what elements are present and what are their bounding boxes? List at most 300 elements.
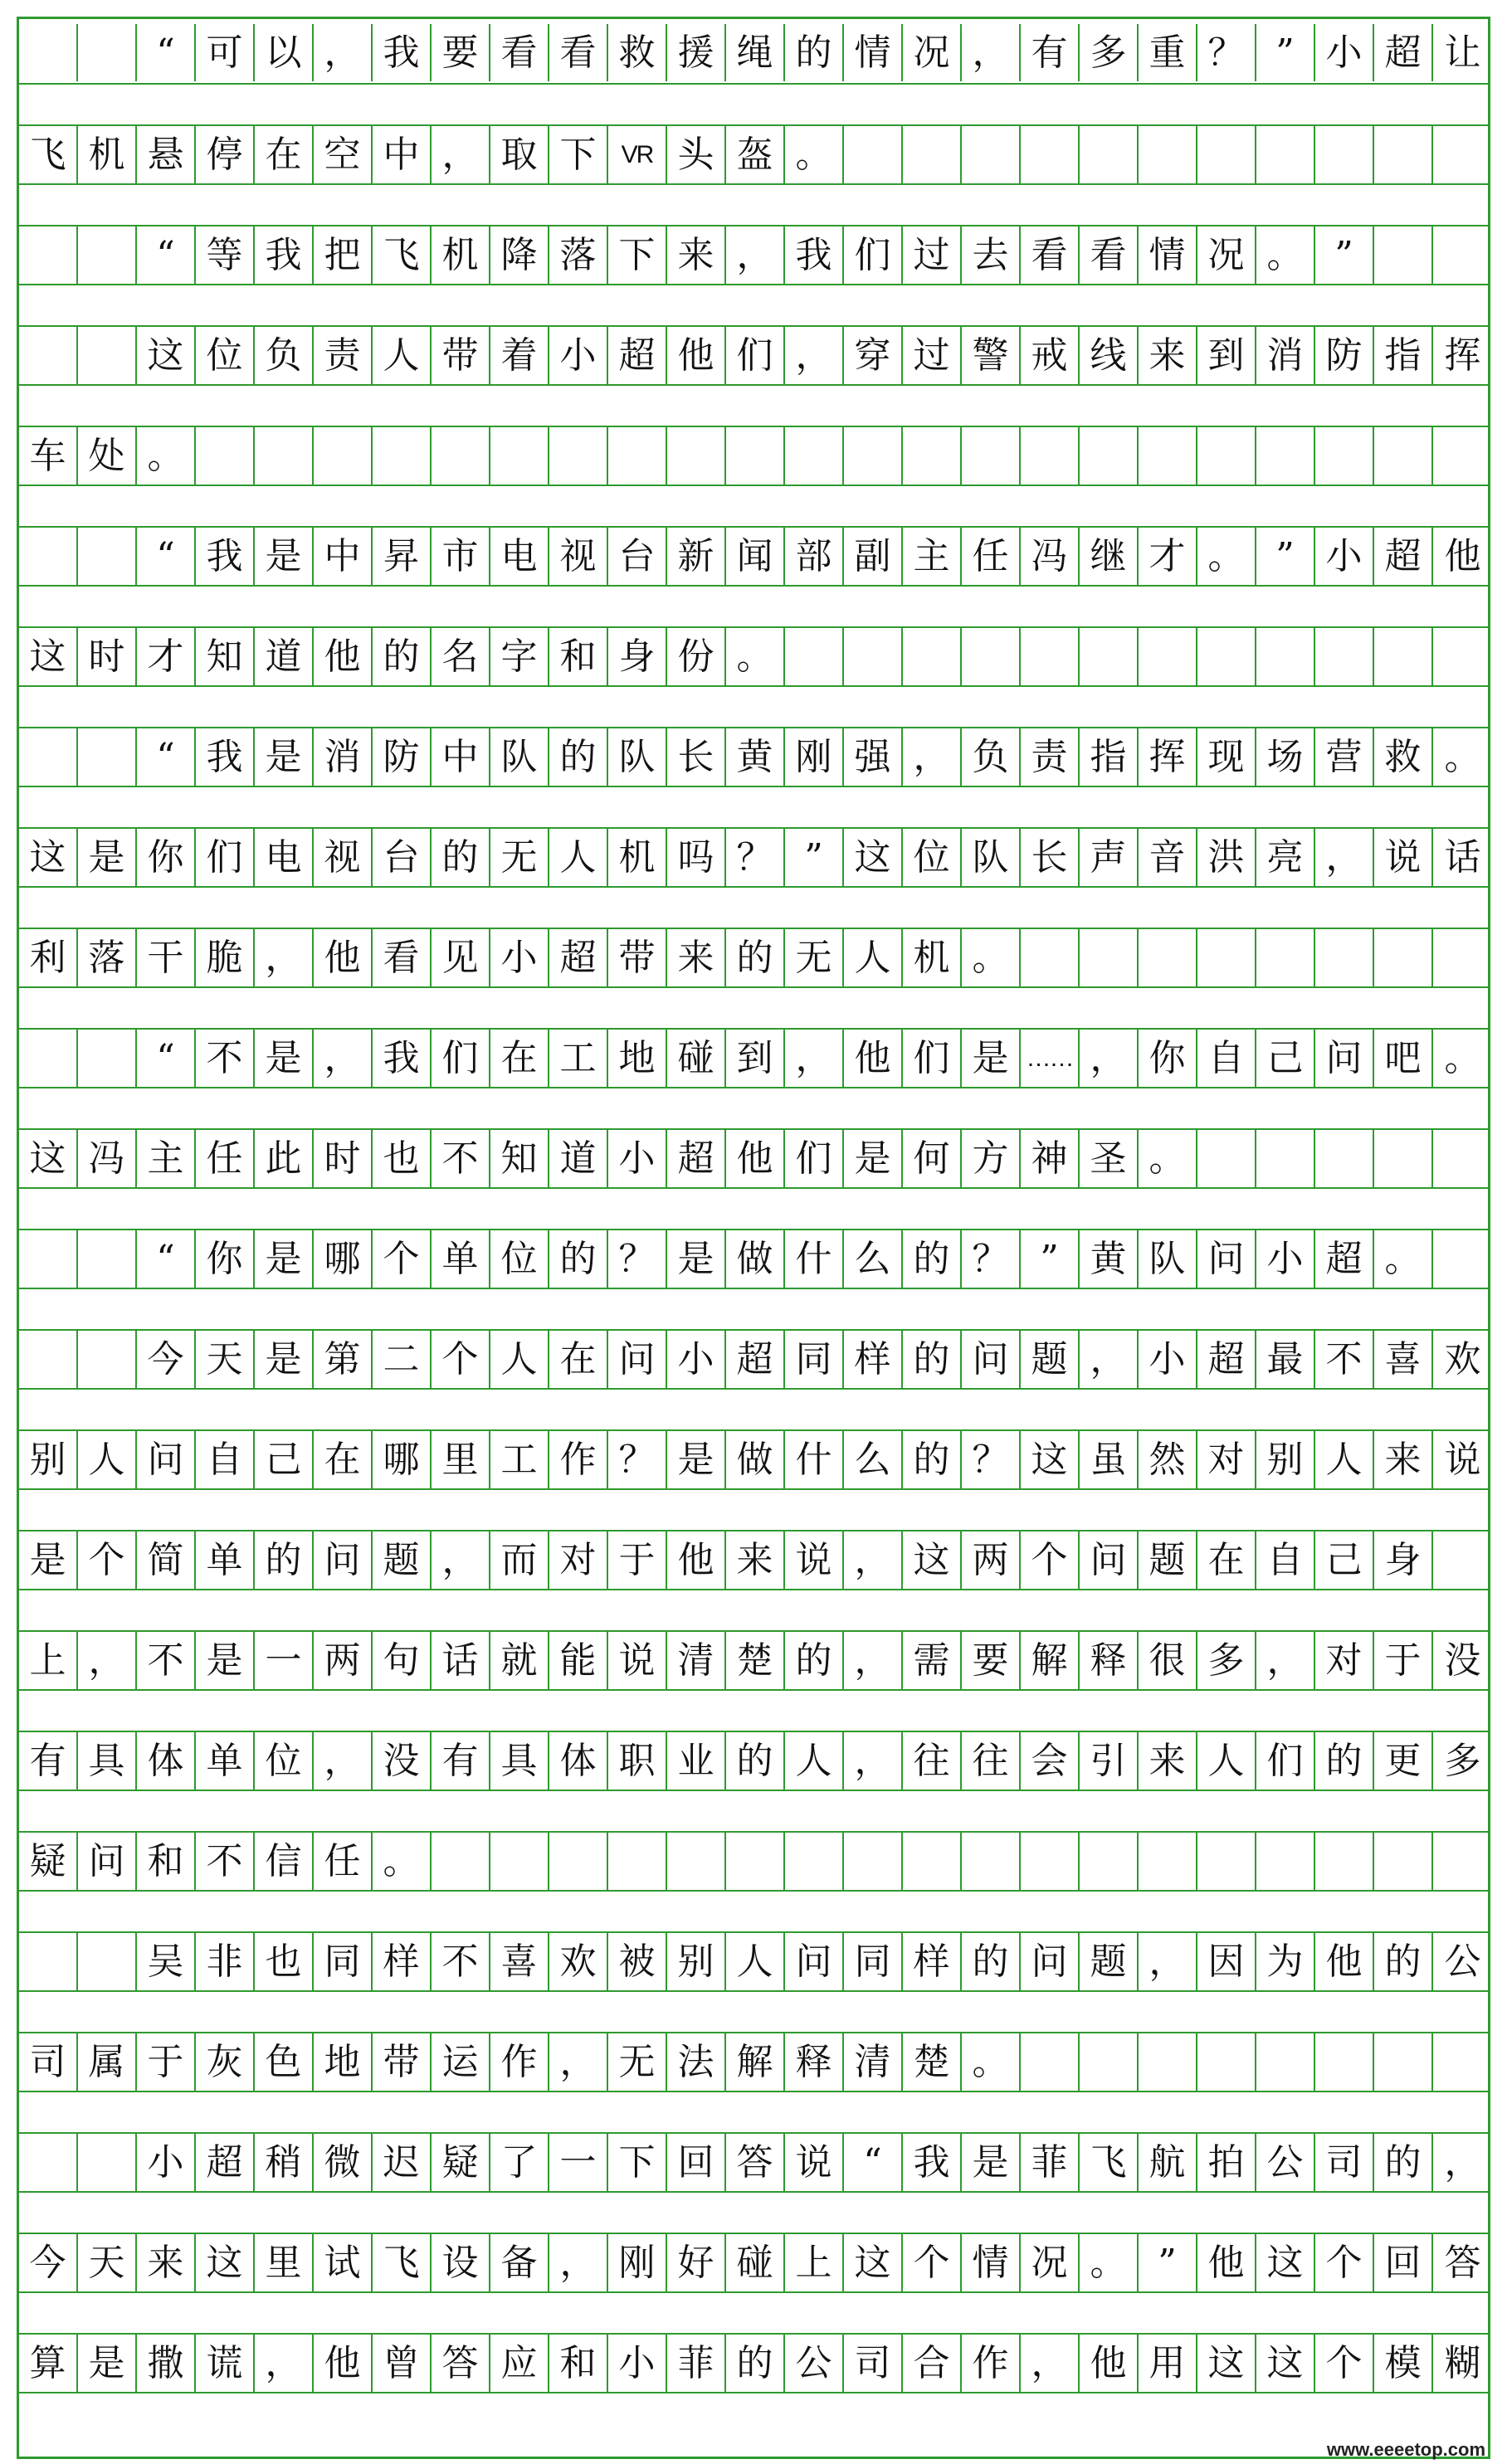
grid-cell <box>962 1833 1021 1890</box>
grid-cell: 市 <box>432 528 490 585</box>
grid-cell <box>19 728 78 786</box>
grid-cell: 这 <box>137 327 196 384</box>
grid-row <box>19 1329 1488 1390</box>
grid-cell: 问 <box>314 1531 373 1589</box>
grid-cell <box>903 126 962 183</box>
grid-cell: 不 <box>137 1632 196 1689</box>
grid-cell: 的 <box>962 1933 1021 1990</box>
grid-cell: ？ <box>1197 24 1256 81</box>
grid-cell: ， <box>314 1732 373 1790</box>
grid-cell: 们 <box>903 1030 962 1087</box>
grid-cell: “ <box>137 226 196 284</box>
grid-cell: 是 <box>78 2335 137 2392</box>
grid-cell: 试 <box>314 2234 373 2291</box>
grid-cell: 小 <box>1256 1230 1315 1288</box>
grid-cell: 。 <box>962 2033 1021 2091</box>
grid-cell: 第 <box>314 1331 373 1388</box>
grid-cell: 属 <box>78 2033 137 2091</box>
grid-cell: 个 <box>903 2234 962 2291</box>
grid-cell: 楚 <box>726 1632 785 1689</box>
grid-cell <box>1021 126 1080 183</box>
grid-cell: 来 <box>137 2234 196 2291</box>
grid-cell: 到 <box>726 1030 785 1087</box>
grid-cell: 么 <box>844 1431 903 1488</box>
grid-cell: 脆 <box>196 929 255 986</box>
grid-cell: 干 <box>137 929 196 986</box>
grid-cell: 非 <box>196 1933 255 1990</box>
grid-cell: ， <box>255 929 314 986</box>
grid-cell: 超 <box>608 327 667 384</box>
grid-cell: 营 <box>1315 728 1374 786</box>
grid-cell <box>78 528 137 585</box>
grid-cell: 看 <box>1021 226 1080 284</box>
grid-cell: 说 <box>608 1632 667 1689</box>
grid-cell: 释 <box>1080 1632 1139 1689</box>
grid-row <box>19 1530 1488 1590</box>
grid-cell <box>785 628 844 685</box>
grid-cell: 是 <box>19 1531 78 1589</box>
grid-cell: 这 <box>1256 2335 1315 2392</box>
grid-cell: 撒 <box>137 2335 196 2392</box>
grid-cell: 两 <box>962 1531 1021 1589</box>
grid-cell: 停 <box>196 126 255 183</box>
grid-cell <box>903 1833 962 1890</box>
grid-cell: 去 <box>962 226 1021 284</box>
grid-cell: 他 <box>314 628 373 685</box>
grid-cell <box>314 427 373 485</box>
grid-row <box>19 2233 1488 2293</box>
grid-cell <box>1433 2033 1492 2091</box>
grid-cell: 回 <box>1374 2234 1433 2291</box>
grid-row <box>19 1630 1488 1691</box>
grid-cell: 和 <box>549 628 608 685</box>
grid-cell: 喜 <box>490 1933 549 1990</box>
grid-cell: 然 <box>1139 1431 1197 1488</box>
grid-cell: 地 <box>608 1030 667 1087</box>
grid-cell: 碰 <box>726 2234 785 2291</box>
grid-cell <box>19 2134 78 2191</box>
grid-cell <box>432 427 490 485</box>
grid-cell: 重 <box>1139 24 1197 81</box>
grid-cell: 个 <box>432 1331 490 1388</box>
grid-cell: 人 <box>1315 1431 1374 1488</box>
grid-cell: 回 <box>667 2134 726 2191</box>
grid-cell: ” <box>1021 1230 1080 1288</box>
grid-cell: 法 <box>667 2033 726 2091</box>
grid-cell: 他 <box>1444 534 1481 577</box>
grid-cell: 中 <box>373 126 432 183</box>
grid-cell: 小 <box>1315 528 1374 585</box>
grid-cell <box>1433 929 1492 986</box>
grid-cell: 带 <box>373 2033 432 2091</box>
grid-cell: 在 <box>255 126 314 183</box>
grid-cell: 你 <box>137 829 196 886</box>
grid-cell: 吗 <box>667 829 726 886</box>
grid-cell: 们 <box>844 226 903 284</box>
grid-cell: 救 <box>1374 728 1433 786</box>
grid-cell: 以 <box>255 24 314 81</box>
grid-cell <box>1021 1833 1080 1890</box>
grid-cell: 。 <box>1374 1230 1433 1288</box>
grid-cell: 责 <box>314 327 373 384</box>
grid-cell: 说 <box>1374 829 1433 886</box>
grid-cell: 问 <box>785 1933 844 1990</box>
grid-cell <box>1197 1130 1256 1187</box>
grid-cell <box>1139 126 1197 183</box>
grid-cell: 中 <box>432 728 490 786</box>
grid-cell: 题 <box>1139 1531 1197 1589</box>
grid-cell: 自 <box>196 1431 255 1488</box>
grid-cell: 落 <box>549 226 608 284</box>
grid-cell: 简 <box>137 1531 196 1589</box>
grid-cell: 人 <box>549 829 608 886</box>
manuscript-grid-sheet <box>17 17 1490 2459</box>
grid-cell: 而 <box>490 1531 549 1589</box>
grid-cell <box>1315 126 1374 183</box>
grid-cell <box>1374 1833 1433 1890</box>
grid-cell: 一 <box>549 2134 608 2191</box>
grid-cell: 援 <box>667 24 726 81</box>
grid-cell: 落 <box>78 929 137 986</box>
grid-cell: 碰 <box>667 1030 726 1087</box>
grid-cell <box>1139 427 1197 485</box>
grid-cell: ， <box>903 728 962 786</box>
grid-cell: 我 <box>373 24 432 81</box>
grid-cell <box>1374 427 1433 485</box>
grid-row <box>19 827 1488 888</box>
grid-cell: 问 <box>1197 1230 1256 1288</box>
grid-cell <box>19 1331 78 1388</box>
grid-cell: 是 <box>844 1130 903 1187</box>
grid-cell: 司 <box>1315 2134 1374 2191</box>
grid-cell: 冯 <box>78 1130 137 1187</box>
grid-cell: 视 <box>314 829 373 886</box>
grid-cell: 个 <box>1021 1531 1080 1589</box>
grid-cell: 穿 <box>844 327 903 384</box>
grid-cell: 下 <box>608 226 667 284</box>
grid-cell: 任 <box>962 528 1021 585</box>
grid-cell: 二 <box>373 1331 432 1388</box>
grid-cell: 个 <box>1315 2234 1374 2291</box>
grid-cell <box>19 1933 78 1990</box>
grid-cell: 己 <box>1315 1531 1374 1589</box>
grid-row <box>19 928 1488 988</box>
grid-cell: ， <box>549 2234 608 2291</box>
grid-cell: 电 <box>255 829 314 886</box>
grid-cell: 小 <box>667 1331 726 1388</box>
grid-cell: 黄 <box>1080 1230 1139 1288</box>
grid-cell: 曾 <box>373 2335 432 2392</box>
grid-cell: 作 <box>962 2335 1021 2392</box>
grid-cell <box>490 427 549 485</box>
grid-cell: 解 <box>726 2033 785 2091</box>
grid-cell: 问 <box>1080 1531 1139 1589</box>
grid-cell: 副 <box>844 528 903 585</box>
grid-cell: 来 <box>1374 1431 1433 1488</box>
grid-cell: 两 <box>314 1632 373 1689</box>
grid-cell: 有 <box>432 1732 490 1790</box>
grid-cell: 字 <box>490 628 549 685</box>
grid-cell: 超 <box>1374 24 1433 81</box>
grid-cell: 这 <box>19 829 78 886</box>
grid-cell: 线 <box>1080 327 1139 384</box>
grid-row <box>19 1731 1488 1791</box>
grid-cell <box>1433 1531 1492 1589</box>
grid-cell <box>1197 929 1256 986</box>
grid-cell: 就 <box>490 1632 549 1689</box>
grid-cell: 合 <box>903 2335 962 2392</box>
grid-cell: 超 <box>667 1130 726 1187</box>
grid-cell <box>78 1230 137 1288</box>
grid-cell <box>1080 2033 1139 2091</box>
grid-cell: 样 <box>373 1933 432 1990</box>
grid-cell <box>1021 2033 1080 2091</box>
grid-cell: 无 <box>490 829 549 886</box>
grid-cell: 的 <box>785 1632 844 1689</box>
grid-cell: 单 <box>432 1230 490 1288</box>
grid-cell: 单 <box>196 1732 255 1790</box>
grid-cell: 清 <box>844 2033 903 2091</box>
grid-cell: 超 <box>196 2134 255 2191</box>
grid-cell: 很 <box>1139 1632 1197 1689</box>
grid-row <box>19 1229 1488 1289</box>
grid-cell <box>1021 929 1080 986</box>
grid-cell <box>549 427 608 485</box>
grid-cell: 位 <box>196 327 255 384</box>
grid-cell: 音 <box>1139 829 1197 886</box>
grid-cell: 楚 <box>903 2033 962 2091</box>
grid-row <box>19 727 1488 787</box>
grid-cell: 道 <box>255 628 314 685</box>
grid-cell: ， <box>1444 2140 1481 2184</box>
grid-cell: 的 <box>373 628 432 685</box>
grid-cell: 答 <box>432 2335 490 2392</box>
grid-cell: 他 <box>844 1030 903 1087</box>
grid-cell: 的 <box>549 728 608 786</box>
grid-cell: 多 <box>1197 1632 1256 1689</box>
grid-cell: 身 <box>1374 1531 1433 1589</box>
grid-cell: 往 <box>903 1732 962 1790</box>
grid-cell: 他 <box>314 2335 373 2392</box>
grid-cell: ” <box>1256 528 1315 585</box>
grid-cell: 问 <box>608 1331 667 1388</box>
grid-cell: 一 <box>255 1632 314 1689</box>
grid-cell: 体 <box>549 1732 608 1790</box>
grid-cell <box>1433 1230 1492 1288</box>
grid-cell: 也 <box>373 1130 432 1187</box>
grid-cell: 哪 <box>314 1230 373 1288</box>
grid-cell: 备 <box>490 2234 549 2291</box>
grid-cell <box>1433 1833 1492 1890</box>
grid-cell: 答 <box>726 2134 785 2191</box>
grid-cell: 欢 <box>1444 1337 1481 1381</box>
grid-cell <box>1374 126 1433 183</box>
grid-cell: 黄 <box>726 728 785 786</box>
grid-cell: ， <box>844 1632 903 1689</box>
grid-cell <box>19 24 78 81</box>
grid-cell <box>1315 628 1374 685</box>
grid-cell: 是 <box>255 1331 314 1388</box>
grid-cell: 飞 <box>373 226 432 284</box>
grid-cell: 单 <box>196 1531 255 1589</box>
grid-cell <box>1433 1130 1492 1187</box>
grid-cell: 们 <box>1256 1732 1315 1790</box>
grid-cell: 。 <box>785 126 844 183</box>
grid-cell: 队 <box>962 829 1021 886</box>
grid-cell: 样 <box>844 1331 903 1388</box>
grid-cell: 的 <box>1374 2134 1433 2191</box>
grid-cell: 要 <box>432 24 490 81</box>
grid-cell: 的 <box>903 1431 962 1488</box>
grid-cell: 电 <box>490 528 549 585</box>
grid-cell: 洪 <box>1197 829 1256 886</box>
grid-cell: 司 <box>19 2033 78 2091</box>
grid-cell: 防 <box>1315 327 1374 384</box>
grid-cell: ， <box>314 24 373 81</box>
grid-cell: 我 <box>196 528 255 585</box>
grid-cell: 任 <box>314 1833 373 1890</box>
grid-cell: 队 <box>608 728 667 786</box>
grid-cell: 人 <box>490 1331 549 1388</box>
grid-cell: 份 <box>667 628 726 685</box>
grid-cell: 过 <box>903 226 962 284</box>
grid-row <box>19 124 1488 185</box>
grid-cell: 个 <box>373 1230 432 1288</box>
grid-cell: 这 <box>19 628 78 685</box>
grid-row <box>19 526 1488 587</box>
grid-cell: 吧 <box>1374 1030 1433 1087</box>
grid-cell: 他 <box>1197 2234 1256 2291</box>
grid-cell: ” <box>1139 2234 1197 2291</box>
grid-cell <box>490 1833 549 1890</box>
grid-cell: 设 <box>432 2234 490 2291</box>
grid-cell: 现 <box>1197 728 1256 786</box>
grid-cell: 公 <box>1256 2134 1315 2191</box>
grid-cell: 挥 <box>1444 334 1481 377</box>
grid-cell <box>1374 2033 1433 2091</box>
grid-cell: 公 <box>785 2335 844 2392</box>
grid-cell: 警 <box>962 327 1021 384</box>
grid-cell: ， <box>726 226 785 284</box>
grid-cell: 没 <box>373 1732 432 1790</box>
grid-cell: “ <box>137 528 196 585</box>
grid-cell: ， <box>78 1632 137 1689</box>
grid-cell <box>255 427 314 485</box>
grid-cell: 能 <box>549 1632 608 1689</box>
grid-cell: 才 <box>1139 528 1197 585</box>
grid-cell: 盔 <box>726 126 785 183</box>
grid-cell: 别 <box>1256 1431 1315 1488</box>
grid-cell <box>962 427 1021 485</box>
grid-cell: 清 <box>667 1632 726 1689</box>
grid-cell: 圣 <box>1080 1130 1139 1187</box>
grid-cell: 。 <box>1139 1130 1197 1187</box>
grid-cell: ， <box>844 1531 903 1589</box>
grid-cell: 。 <box>1256 226 1315 284</box>
grid-cell: 信 <box>255 1833 314 1890</box>
grid-cell: 况 <box>903 24 962 81</box>
grid-cell: 挥 <box>1139 728 1197 786</box>
grid-cell <box>1315 427 1374 485</box>
grid-cell: 小 <box>490 929 549 986</box>
grid-cell: 是 <box>255 528 314 585</box>
grid-cell: 来 <box>1139 327 1197 384</box>
grid-cell: 多 <box>1080 24 1139 81</box>
grid-cell: 问 <box>1315 1030 1374 1087</box>
grid-cell: 带 <box>608 929 667 986</box>
grid-cell <box>1139 628 1197 685</box>
grid-cell: 这 <box>844 829 903 886</box>
grid-cell: 下 <box>608 2134 667 2191</box>
grid-cell: 同 <box>785 1331 844 1388</box>
grid-cell <box>608 427 667 485</box>
grid-cell: ， <box>432 126 490 183</box>
grid-cell: 部 <box>785 528 844 585</box>
grid-cell: 小 <box>1139 1331 1197 1388</box>
grid-cell: 问 <box>137 1431 196 1488</box>
grid-cell: 公 <box>1444 1940 1481 1983</box>
grid-cell: 不 <box>432 1933 490 1990</box>
grid-cell: 是 <box>962 2134 1021 2191</box>
grid-cell: 具 <box>78 1732 137 1790</box>
grid-cell: VR <box>608 126 667 183</box>
grid-cell: 有 <box>19 1732 78 1790</box>
grid-cell <box>1256 628 1315 685</box>
grid-cell: 见 <box>432 929 490 986</box>
grid-cell: 同 <box>314 1933 373 1990</box>
grid-cell <box>1374 628 1433 685</box>
grid-cell: 机 <box>432 226 490 284</box>
grid-cell: 们 <box>432 1030 490 1087</box>
grid-cell: 降 <box>490 226 549 284</box>
grid-cell: 题 <box>1080 1933 1139 1990</box>
grid-cell: 今 <box>19 2234 78 2291</box>
grid-cell: 这 <box>196 2234 255 2291</box>
grid-cell: 小 <box>608 1130 667 1187</box>
grid-cell <box>1197 126 1256 183</box>
grid-cell: 取 <box>490 126 549 183</box>
grid-cell <box>1256 929 1315 986</box>
grid-row <box>19 325 1488 386</box>
grid-cell: 车 <box>19 427 78 485</box>
grid-cell: 这 <box>1021 1431 1080 1488</box>
grid-cell: 超 <box>1197 1331 1256 1388</box>
grid-cell: 机 <box>903 929 962 986</box>
grid-cell: 等 <box>196 226 255 284</box>
grid-cell: 头 <box>667 126 726 183</box>
grid-cell: 对 <box>549 1531 608 1589</box>
grid-cell: ？ <box>962 1230 1021 1288</box>
grid-cell: 算 <box>19 2335 78 2392</box>
grid-cell: 无 <box>608 2033 667 2091</box>
grid-cell: 疑 <box>19 1833 78 1890</box>
grid-cell: 。 <box>373 1833 432 1890</box>
grid-cell: 看 <box>373 929 432 986</box>
grid-row <box>19 1429 1488 1490</box>
grid-cell: 拍 <box>1197 2134 1256 2191</box>
grid-cell: 不 <box>196 1030 255 1087</box>
grid-cell: 个 <box>78 1531 137 1589</box>
grid-cell <box>196 427 255 485</box>
grid-cell: 做 <box>726 1230 785 1288</box>
grid-cell: 我 <box>785 226 844 284</box>
grid-cell: 小 <box>137 2134 196 2191</box>
grid-cell: 的 <box>726 929 785 986</box>
grid-cell: 的 <box>903 1331 962 1388</box>
grid-cell: 菲 <box>667 2335 726 2392</box>
grid-cell: 的 <box>255 1531 314 1589</box>
grid-cell: 别 <box>667 1933 726 1990</box>
